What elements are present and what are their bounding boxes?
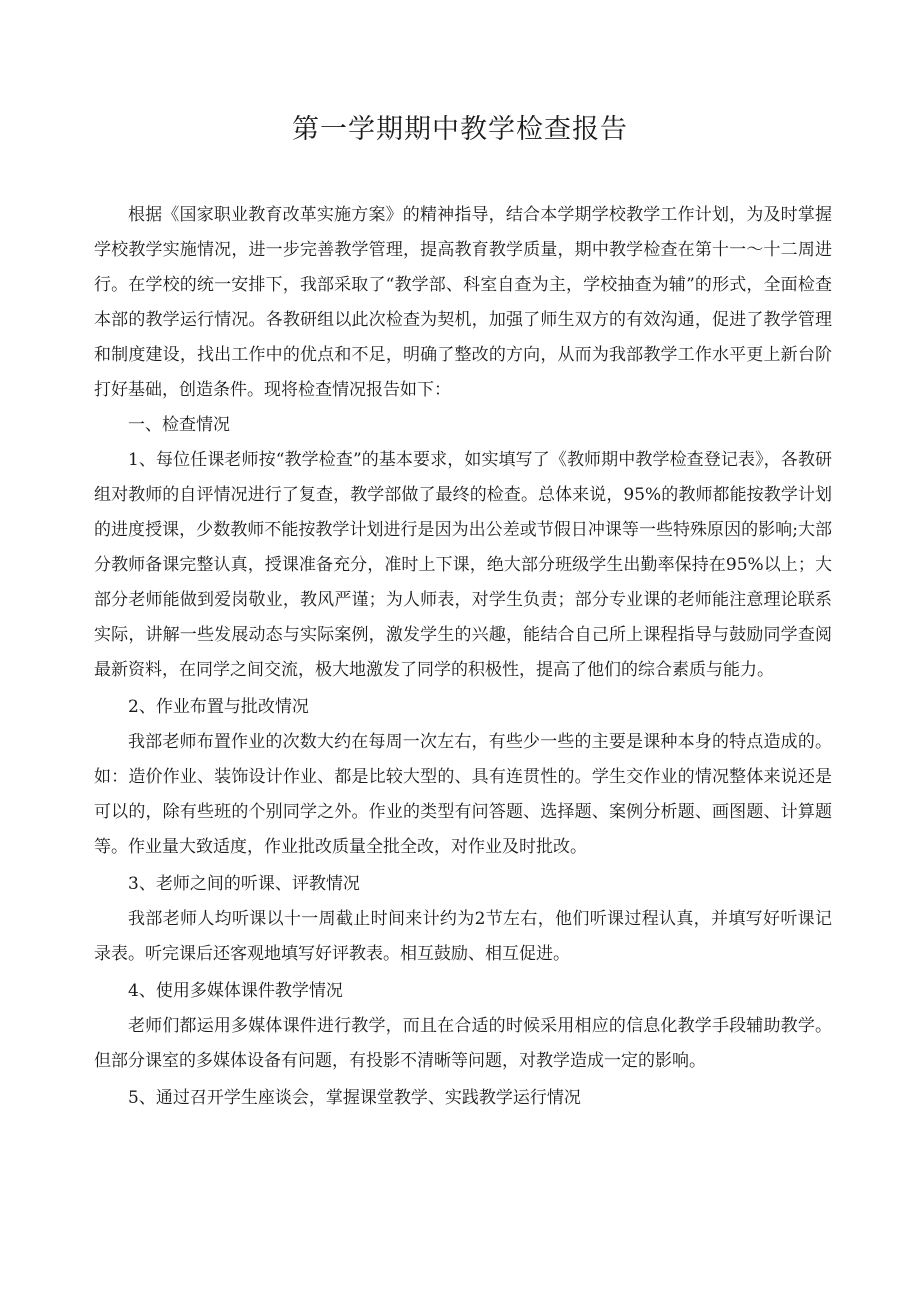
item-2-paragraph: 我部老师布置作业的次数大约在每周一次左右，有些少一些的主要是课种本身的特点造成的。如：造价作业、装饰设计作业、都是比较大型的、具有连贯性的。学生交作业的情况整体来说还是可以的，除有些班的个别同学之外。作业的类型有问答题、选择题、案例分析题、画图题、计算题等。作业量大致适度，作业批改质量全批全改，对作业及时批改。	[94, 732, 832, 857]
intro-paragraph: 根据《国家职业教育改革实施方案》的精神指导，结合本学期学校教学工作计划，为及时掌握学校教学实施情况，进一步完善教学管理，提高教育教学质量，期中教学检查在第十一～十二周进行。在学校的统一安排下，我部采取了“教学部、科室自查为主，学校抽查为辅”的形式，全面检查本部的教学运行情况。各教研组以此次检查为契机，加强了师生双方的有效沟通，促进了教学管理和制度建设，找出工作中的优点和不足，明确了整改的方向，从而为我部教学工作水平更上新台阶打好基础，创造条件。现将检查情况报告如下：	[94, 205, 832, 400]
document-body	[94, 198, 832, 1116]
section-1-heading: 一、检查情况	[128, 415, 230, 435]
item-2-heading: 2、作业布置与批改情况	[128, 697, 309, 717]
item-4-heading: 4、使用多媒体课件教学情况	[128, 981, 343, 1001]
item-3-heading: 3、老师之间的听课、评教情况	[128, 874, 360, 894]
item-3-paragraph: 我部老师人均听课以十一周截止时间来计约为2节左右，他们听课过程认真，并填写好听课记录表。听完课后还客观地填写好评教表。相互鼓励、相互促进。	[94, 909, 832, 964]
item-5-heading: 5、通过召开学生座谈会，掌握课堂教学、实践教学运行情况	[128, 1088, 581, 1108]
item-1-paragraph: 1、每位任课老师按“教学检查”的基本要求，如实填写了《教师期中教学检查登记表》，各教研组对教师的自评情况进行了复查，教学部做了最终的检查。总体来说，95%的教师都能按教学计划的进度授课，少数教师不能按教学计划进行是因为出公差或节假日冲课等一些特殊原因的影响;大部分教师备课完整认真，授课准备充分，准时上下课，绝大部分班级学生出勤率保持在95%以上；大部分老师能做到爱岗敬业，教风严谨；为人师表，对学生负责；部分专业课的老师能注意理论联系实际，讲解一些发展动态与实际案例，激发学生的兴趣，能结合自己所上课程指导与鼓励同学查阅最新资料，在同学之间交流，极大地激发了同学的积极性，提高了他们的综合素质与能力。	[94, 450, 832, 680]
document-title: 第一学期期中教学检查报告	[292, 114, 628, 145]
item-4-paragraph: 老师们都运用多媒体课件进行教学，而且在合适的时候采用相应的信息化教学手段辅助教学。但部分课室的多媒体设备有问题，有投影不清晰等问题，对教学造成一定的影响。	[94, 1016, 832, 1071]
